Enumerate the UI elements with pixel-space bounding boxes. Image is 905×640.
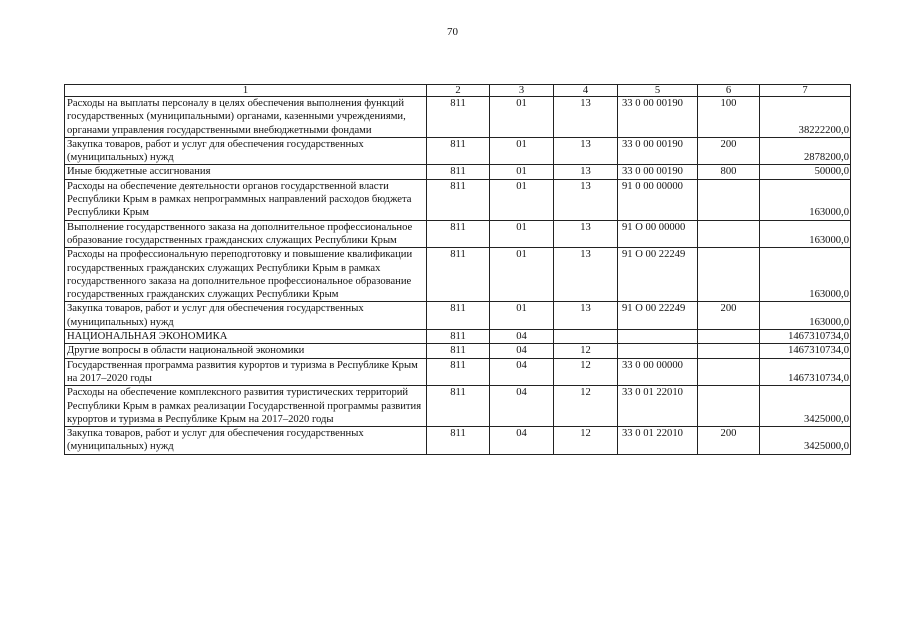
subsection-code-cell: 13 bbox=[554, 137, 618, 165]
page-number: 70 bbox=[447, 26, 458, 38]
target-article-cell: 33 0 00 00190 bbox=[618, 137, 698, 165]
row-name-cell: Закупка товаров, работ и услуг для обеспечения государственных (муниципальных) нужд bbox=[65, 302, 427, 330]
subsection-code-cell: 13 bbox=[554, 97, 618, 138]
row-name-cell: Расходы на выплаты персоналу в целях обеспечения выполнения функций государственных (муниципальными) органами, казенными учреждениями, органами управления государственными внебюджетными фондами bbox=[65, 97, 427, 138]
ministry-code-cell: 811 bbox=[427, 358, 490, 386]
section-code-cell: 01 bbox=[490, 302, 554, 330]
subsection-code-cell: 12 bbox=[554, 344, 618, 358]
expense-type-cell bbox=[698, 248, 760, 302]
table-row bbox=[65, 179, 851, 220]
section-code-cell: 01 bbox=[490, 137, 554, 165]
subsection-code-cell: 13 bbox=[554, 220, 618, 248]
ministry-code-cell: 811 bbox=[427, 330, 490, 344]
ministry-code-cell: 811 bbox=[427, 248, 490, 302]
subsection-code-cell: 13 bbox=[554, 302, 618, 330]
budget-table bbox=[64, 84, 851, 455]
row-name-cell: Расходы на профессиональную переподготовку и повышение квалификации государственных гражданских служащих Республики Крым в рамках государственного заказа на дополнительное профессиональное образование государственных гражданских служащих Республики Крым bbox=[65, 248, 427, 302]
expense-type-cell: 200 bbox=[698, 137, 760, 165]
row-name-cell: НАЦИОНАЛЬНАЯ ЭКОНОМИКА bbox=[65, 330, 427, 344]
expense-type-cell bbox=[698, 358, 760, 386]
table-row bbox=[65, 427, 851, 455]
section-code-cell: 01 bbox=[490, 220, 554, 248]
section-code-cell: 01 bbox=[490, 248, 554, 302]
amount-cell: 2878200,0 bbox=[760, 137, 851, 165]
row-name-cell: Расходы на обеспечение комплексного развития туристических территорий Республики Крым в рамках реализации Государственной программы развития курортов и туризма в Республике Крым на 2017–2020 годы bbox=[65, 386, 427, 427]
ministry-code-cell: 811 bbox=[427, 302, 490, 330]
amount-cell: 163000,0 bbox=[760, 220, 851, 248]
row-name-cell: Выполнение государственного заказа на дополнительное профессиональное образование государственных гражданских служащих Республики Крым bbox=[65, 220, 427, 248]
row-name-cell: Расходы на обеспечение деятельности органов государственной власти Республики Крым в рамках непрограммных направлений расходов бюджета Республики Крым bbox=[65, 179, 427, 220]
table-row bbox=[65, 248, 851, 302]
section-code-cell: 04 bbox=[490, 386, 554, 427]
row-name-cell: Закупка товаров, работ и услуг для обеспечения государственных (муниципальных) нужд bbox=[65, 427, 427, 455]
expense-type-cell bbox=[698, 220, 760, 248]
ministry-code-cell: 811 bbox=[427, 220, 490, 248]
table-row bbox=[65, 97, 851, 138]
ministry-code-cell: 811 bbox=[427, 344, 490, 358]
expense-type-cell bbox=[698, 344, 760, 358]
section-code-cell: 04 bbox=[490, 427, 554, 455]
column-header: 2 bbox=[427, 85, 490, 97]
section-code-cell: 01 bbox=[490, 179, 554, 220]
subsection-code-cell: 12 bbox=[554, 427, 618, 455]
amount-cell: 3425000,0 bbox=[760, 427, 851, 455]
column-header: 3 bbox=[490, 85, 554, 97]
section-code-cell: 04 bbox=[490, 344, 554, 358]
target-article-cell: 91 О 00 00000 bbox=[618, 220, 698, 248]
amount-cell: 163000,0 bbox=[760, 248, 851, 302]
expense-type-cell: 800 bbox=[698, 165, 760, 179]
expense-type-cell bbox=[698, 179, 760, 220]
amount-cell: 38222200,0 bbox=[760, 97, 851, 138]
column-header: 7 bbox=[760, 85, 851, 97]
amount-cell: 163000,0 bbox=[760, 179, 851, 220]
section-code-cell: 01 bbox=[490, 165, 554, 179]
expense-type-cell: 200 bbox=[698, 302, 760, 330]
ministry-code-cell: 811 bbox=[427, 427, 490, 455]
table-header-row bbox=[65, 85, 851, 97]
expense-type-cell bbox=[698, 386, 760, 427]
target-article-cell: 33 0 00 00190 bbox=[618, 97, 698, 138]
target-article-cell: 91 О 00 22249 bbox=[618, 248, 698, 302]
subsection-code-cell: 12 bbox=[554, 358, 618, 386]
expense-type-cell: 200 bbox=[698, 427, 760, 455]
amount-cell: 1467310734,0 bbox=[760, 344, 851, 358]
column-header: 6 bbox=[698, 85, 760, 97]
subsection-code-cell: 13 bbox=[554, 165, 618, 179]
table-row bbox=[65, 358, 851, 386]
table-row bbox=[65, 344, 851, 358]
amount-cell: 1467310734,0 bbox=[760, 358, 851, 386]
amount-cell: 3425000,0 bbox=[760, 386, 851, 427]
expense-type-cell: 100 bbox=[698, 97, 760, 138]
column-header: 1 bbox=[65, 85, 427, 97]
table-row bbox=[65, 302, 851, 330]
amount-cell: 1467310734,0 bbox=[760, 330, 851, 344]
target-article-cell bbox=[618, 344, 698, 358]
target-article-cell: 33 0 00 00000 bbox=[618, 358, 698, 386]
table-row bbox=[65, 386, 851, 427]
row-name-cell: Закупка товаров, работ и услуг для обеспечения государственных (муниципальных) нужд bbox=[65, 137, 427, 165]
row-name-cell: Другие вопросы в области национальной экономики bbox=[65, 344, 427, 358]
target-article-cell bbox=[618, 330, 698, 344]
table-row bbox=[65, 220, 851, 248]
ministry-code-cell: 811 bbox=[427, 179, 490, 220]
row-name-cell: Иные бюджетные ассигнования bbox=[65, 165, 427, 179]
row-name-cell: Государственная программа развития курортов и туризма в Республике Крым на 2017–2020 годы bbox=[65, 358, 427, 386]
column-header: 4 bbox=[554, 85, 618, 97]
ministry-code-cell: 811 bbox=[427, 165, 490, 179]
target-article-cell: 33 0 01 22010 bbox=[618, 427, 698, 455]
ministry-code-cell: 811 bbox=[427, 137, 490, 165]
section-code-cell: 04 bbox=[490, 358, 554, 386]
target-article-cell: 33 0 01 22010 bbox=[618, 386, 698, 427]
target-article-cell: 91 0 00 00000 bbox=[618, 179, 698, 220]
subsection-code-cell: 12 bbox=[554, 386, 618, 427]
subsection-code-cell: 13 bbox=[554, 248, 618, 302]
ministry-code-cell: 811 bbox=[427, 386, 490, 427]
subsection-code-cell bbox=[554, 330, 618, 344]
table-row bbox=[65, 137, 851, 165]
table-row bbox=[65, 330, 851, 344]
subsection-code-cell: 13 bbox=[554, 179, 618, 220]
column-header: 5 bbox=[618, 85, 698, 97]
section-code-cell: 04 bbox=[490, 330, 554, 344]
table-row bbox=[65, 165, 851, 179]
section-code-cell: 01 bbox=[490, 97, 554, 138]
ministry-code-cell: 811 bbox=[427, 97, 490, 138]
amount-cell: 163000,0 bbox=[760, 302, 851, 330]
target-article-cell: 91 О 00 22249 bbox=[618, 302, 698, 330]
expense-type-cell bbox=[698, 330, 760, 344]
target-article-cell: 33 0 00 00190 bbox=[618, 165, 698, 179]
amount-cell: 50000,0 bbox=[760, 165, 851, 179]
